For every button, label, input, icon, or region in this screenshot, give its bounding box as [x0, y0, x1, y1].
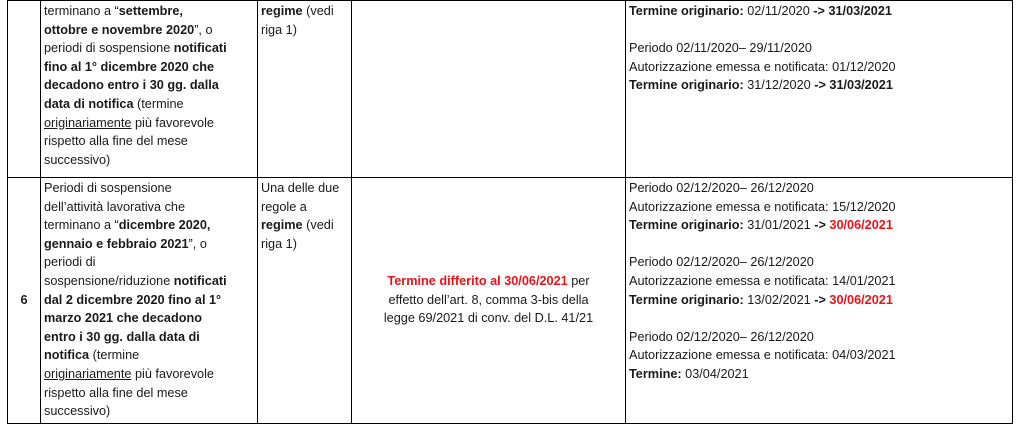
row-number-cell: [8, 1, 41, 178]
table-row-6: [8, 178, 1013, 424]
note-cell: [352, 1, 626, 178]
note-cell: Termine differito al 30/06/2021 per effetto dell’art. 8, comma 3-bis della legge 69/2021 di conv. del D.L. 41/21: [352, 178, 626, 424]
description-cell: Periodi di sospensione dell’attività lavorativa che terminano a “dicembre 2020, gennaio e febbraio 2021”, o periodi di sospensione/riduzione notificati dal 2 dicembre 2020 fino al 1° marzo 2021 che decadono entro i 30 gg. dalla data di notifica (termine originariamente più favorevole rispetto alla fine del mese successivo): [41, 178, 258, 424]
rule-cell: Una delle due regole a regime (vedi riga 1): [258, 178, 352, 424]
deadlines-table: [7, 0, 1013, 424]
row-number-cell: 6: [8, 178, 41, 424]
description-cell: terminano a “settembre, ottobre e novembre 2020”, o periodi di sospensione notificati fino al 1° dicembre 2020 che decadono entro i 30 gg. dalla data di notifica (termine originariamente più favorevole rispetto alla fine del mese successivo): [41, 1, 258, 178]
rule-cell: regime (vedi riga 1): [258, 1, 352, 178]
deadline-cell: Termine originario: 02/11/2020 -> 31/03/2021 Periodo 02/11/2020– 29/11/2020 Autorizzazione emessa e notificata: 01/12/2020 Termine originario: 31/12/2020 -> 31/03/2021: [626, 1, 1013, 178]
table-row-previous: [8, 1, 1013, 178]
deadline-cell: Periodo 02/12/2020– 26/12/2020 Autorizzazione emessa e notificata: 15/12/2020 Termine originario: 31/01/2021 -> 30/06/2021 Periodo 02/12/2020– 26/12/2020 Autorizzazione emessa e notificata: 14/01/2021 Termine originario: 13/02/2021 -> 30/06/2021 Periodo 02/12/2020– 26/12/2020 Autorizzazione emessa e notificata: 04/03/2021 Termine: 03/04/2021: [626, 178, 1013, 424]
